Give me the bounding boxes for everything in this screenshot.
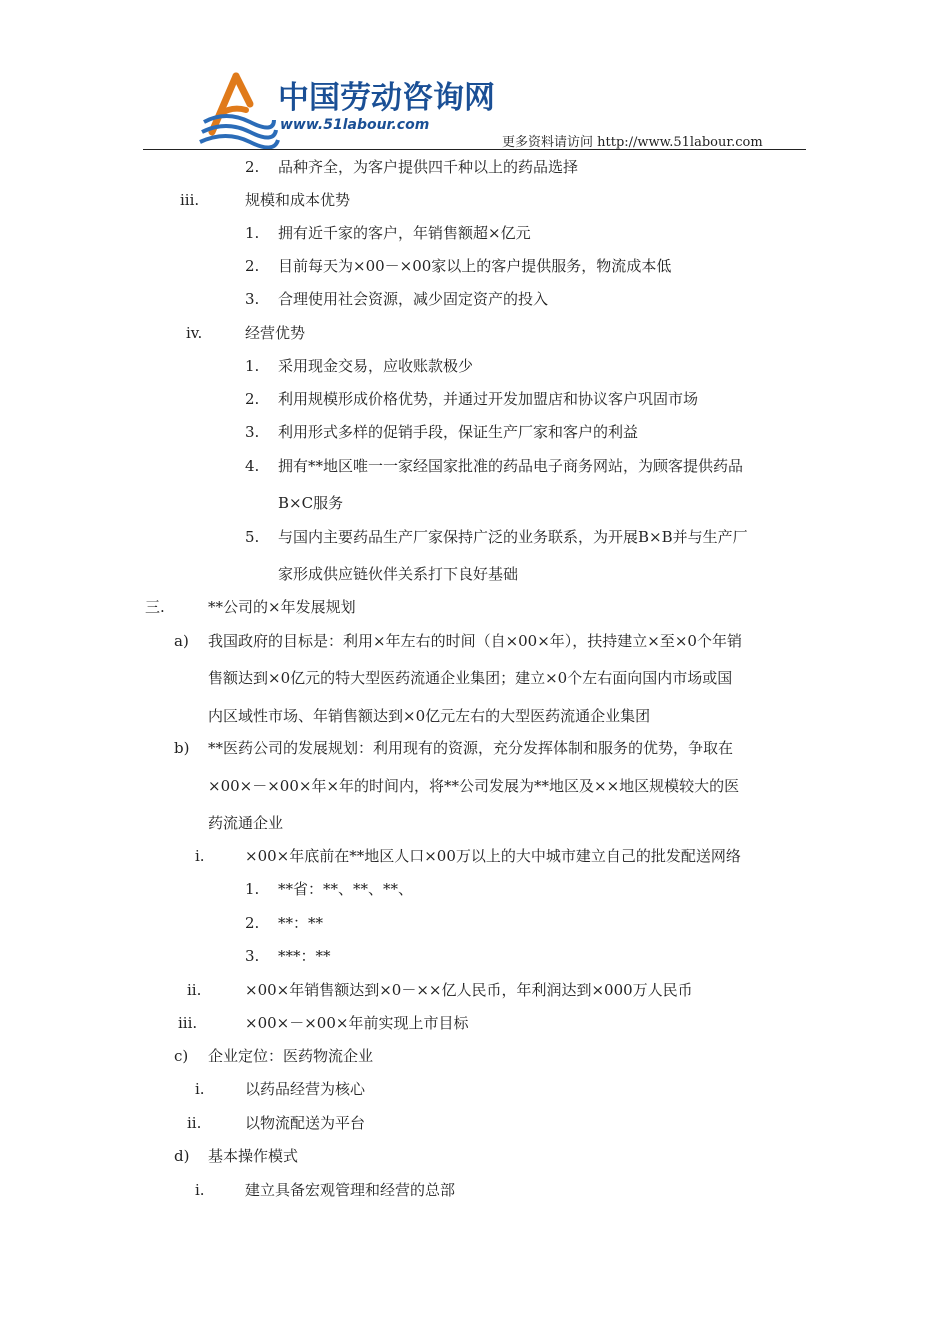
logo-title: 中国劳动咨询网 bbox=[278, 80, 495, 116]
list-text: 品种齐全，为客户提供四千种以上的药品选择 bbox=[278, 158, 579, 176]
list-text: 以物流配送为平台 bbox=[245, 1114, 366, 1132]
list-number: 2. bbox=[245, 158, 260, 176]
list-number: 3. bbox=[245, 290, 260, 308]
list-number: b) bbox=[174, 739, 190, 757]
list-text: 利用规模形成价格优势，并通过开发加盟店和协议客户巩固市场 bbox=[278, 390, 699, 408]
list-number: 4. bbox=[245, 457, 260, 475]
list-number: iii. bbox=[178, 1014, 198, 1032]
list-number: a) bbox=[174, 632, 189, 650]
list-text: **省：**、**、**、 bbox=[278, 880, 414, 898]
list-text: 利用形式多样的促销手段，保证生产厂家和客户的利益 bbox=[278, 423, 639, 441]
list-number: i. bbox=[195, 847, 205, 865]
list-text: ×00×年底前在**地区人口×00万以上的大中城市建立自己的批发配送网络 bbox=[245, 847, 741, 865]
list-text: 合理使用社会资源，减少固定资产的投入 bbox=[278, 290, 549, 308]
list-number: 1. bbox=[245, 357, 260, 375]
list-number: 1. bbox=[245, 880, 260, 898]
page-header bbox=[0, 0, 950, 160]
list-text: B×C服务 bbox=[278, 494, 344, 512]
list-number: 3. bbox=[245, 423, 260, 441]
list-number: ii. bbox=[187, 981, 202, 999]
list-number: iii. bbox=[180, 191, 200, 209]
list-text: 基本操作模式 bbox=[208, 1147, 299, 1165]
list-text: 药流通企业 bbox=[208, 814, 284, 832]
list-text: **公司的×年发展规划 bbox=[208, 598, 356, 616]
list-text: 采用现金交易，应收账款极少 bbox=[278, 357, 474, 375]
list-text: **：** bbox=[278, 914, 324, 932]
list-text: 家形成供应链伙伴关系打下良好基础 bbox=[278, 565, 519, 583]
list-number: 1. bbox=[245, 224, 260, 242]
logo-url: www.51labour.com bbox=[280, 117, 430, 133]
header-more-link[interactable]: 更多资料请访问 http://www.51labour.com bbox=[502, 135, 763, 150]
list-text: 规模和成本优势 bbox=[245, 191, 351, 209]
list-text: 经营优势 bbox=[245, 324, 306, 342]
list-text: 目前每天为×00－×00家以上的客户提供服务，物流成本低 bbox=[278, 257, 672, 275]
list-text: 企业定位：医药物流企业 bbox=[208, 1047, 374, 1065]
list-number: i. bbox=[195, 1181, 205, 1199]
list-text: 售额达到×0亿元的特大型医药流通企业集团；建立×0个左右面向国内市场或国 bbox=[208, 669, 733, 687]
list-number: d) bbox=[174, 1147, 190, 1165]
list-number: 2. bbox=[245, 390, 260, 408]
header-divider bbox=[143, 149, 806, 150]
list-text: 与国内主要药品生产厂家保持广泛的业务联系，为开展B×B并与生产厂 bbox=[278, 528, 748, 546]
list-text: ×00×年销售额达到×0－××亿人民币，年利润达到×000万人民币 bbox=[245, 981, 693, 999]
list-text: 我国政府的目标是：利用×年左右的时间（自×00×年），扶持建立×至×0个年销 bbox=[208, 632, 742, 650]
list-text: 以药品经营为核心 bbox=[245, 1080, 366, 1098]
list-text: 内区域性市场、年销售额达到×0亿元左右的大型医药流通企业集团 bbox=[208, 707, 651, 725]
list-number: iv. bbox=[186, 324, 203, 342]
list-text: ×00×－×00×年前实现上市目标 bbox=[245, 1014, 469, 1032]
list-number: ii. bbox=[187, 1114, 202, 1132]
list-text: ***：** bbox=[278, 947, 331, 965]
list-text: 建立具备宏观管理和经营的总部 bbox=[245, 1181, 456, 1199]
list-number: 5. bbox=[245, 528, 260, 546]
list-text: **医药公司的发展规划：利用现有的资源，充分发挥体制和服务的优势，争取在 bbox=[208, 739, 734, 757]
list-text: 拥有近千家的客户，年销售额超×亿元 bbox=[278, 224, 531, 242]
list-number: c) bbox=[174, 1047, 189, 1065]
list-number: 三. bbox=[145, 598, 165, 616]
list-text: 拥有**地区唯一一家经国家批准的药品电子商务网站，为顾客提供药品 bbox=[278, 457, 744, 475]
list-text: ×00×－×00×年×年的时间内，将**公司发展为**地区及××地区规模较大的医 bbox=[208, 777, 740, 795]
list-number: 2. bbox=[245, 914, 260, 932]
list-number: i. bbox=[195, 1080, 205, 1098]
list-number: 2. bbox=[245, 257, 260, 275]
list-number: 3. bbox=[245, 947, 260, 965]
